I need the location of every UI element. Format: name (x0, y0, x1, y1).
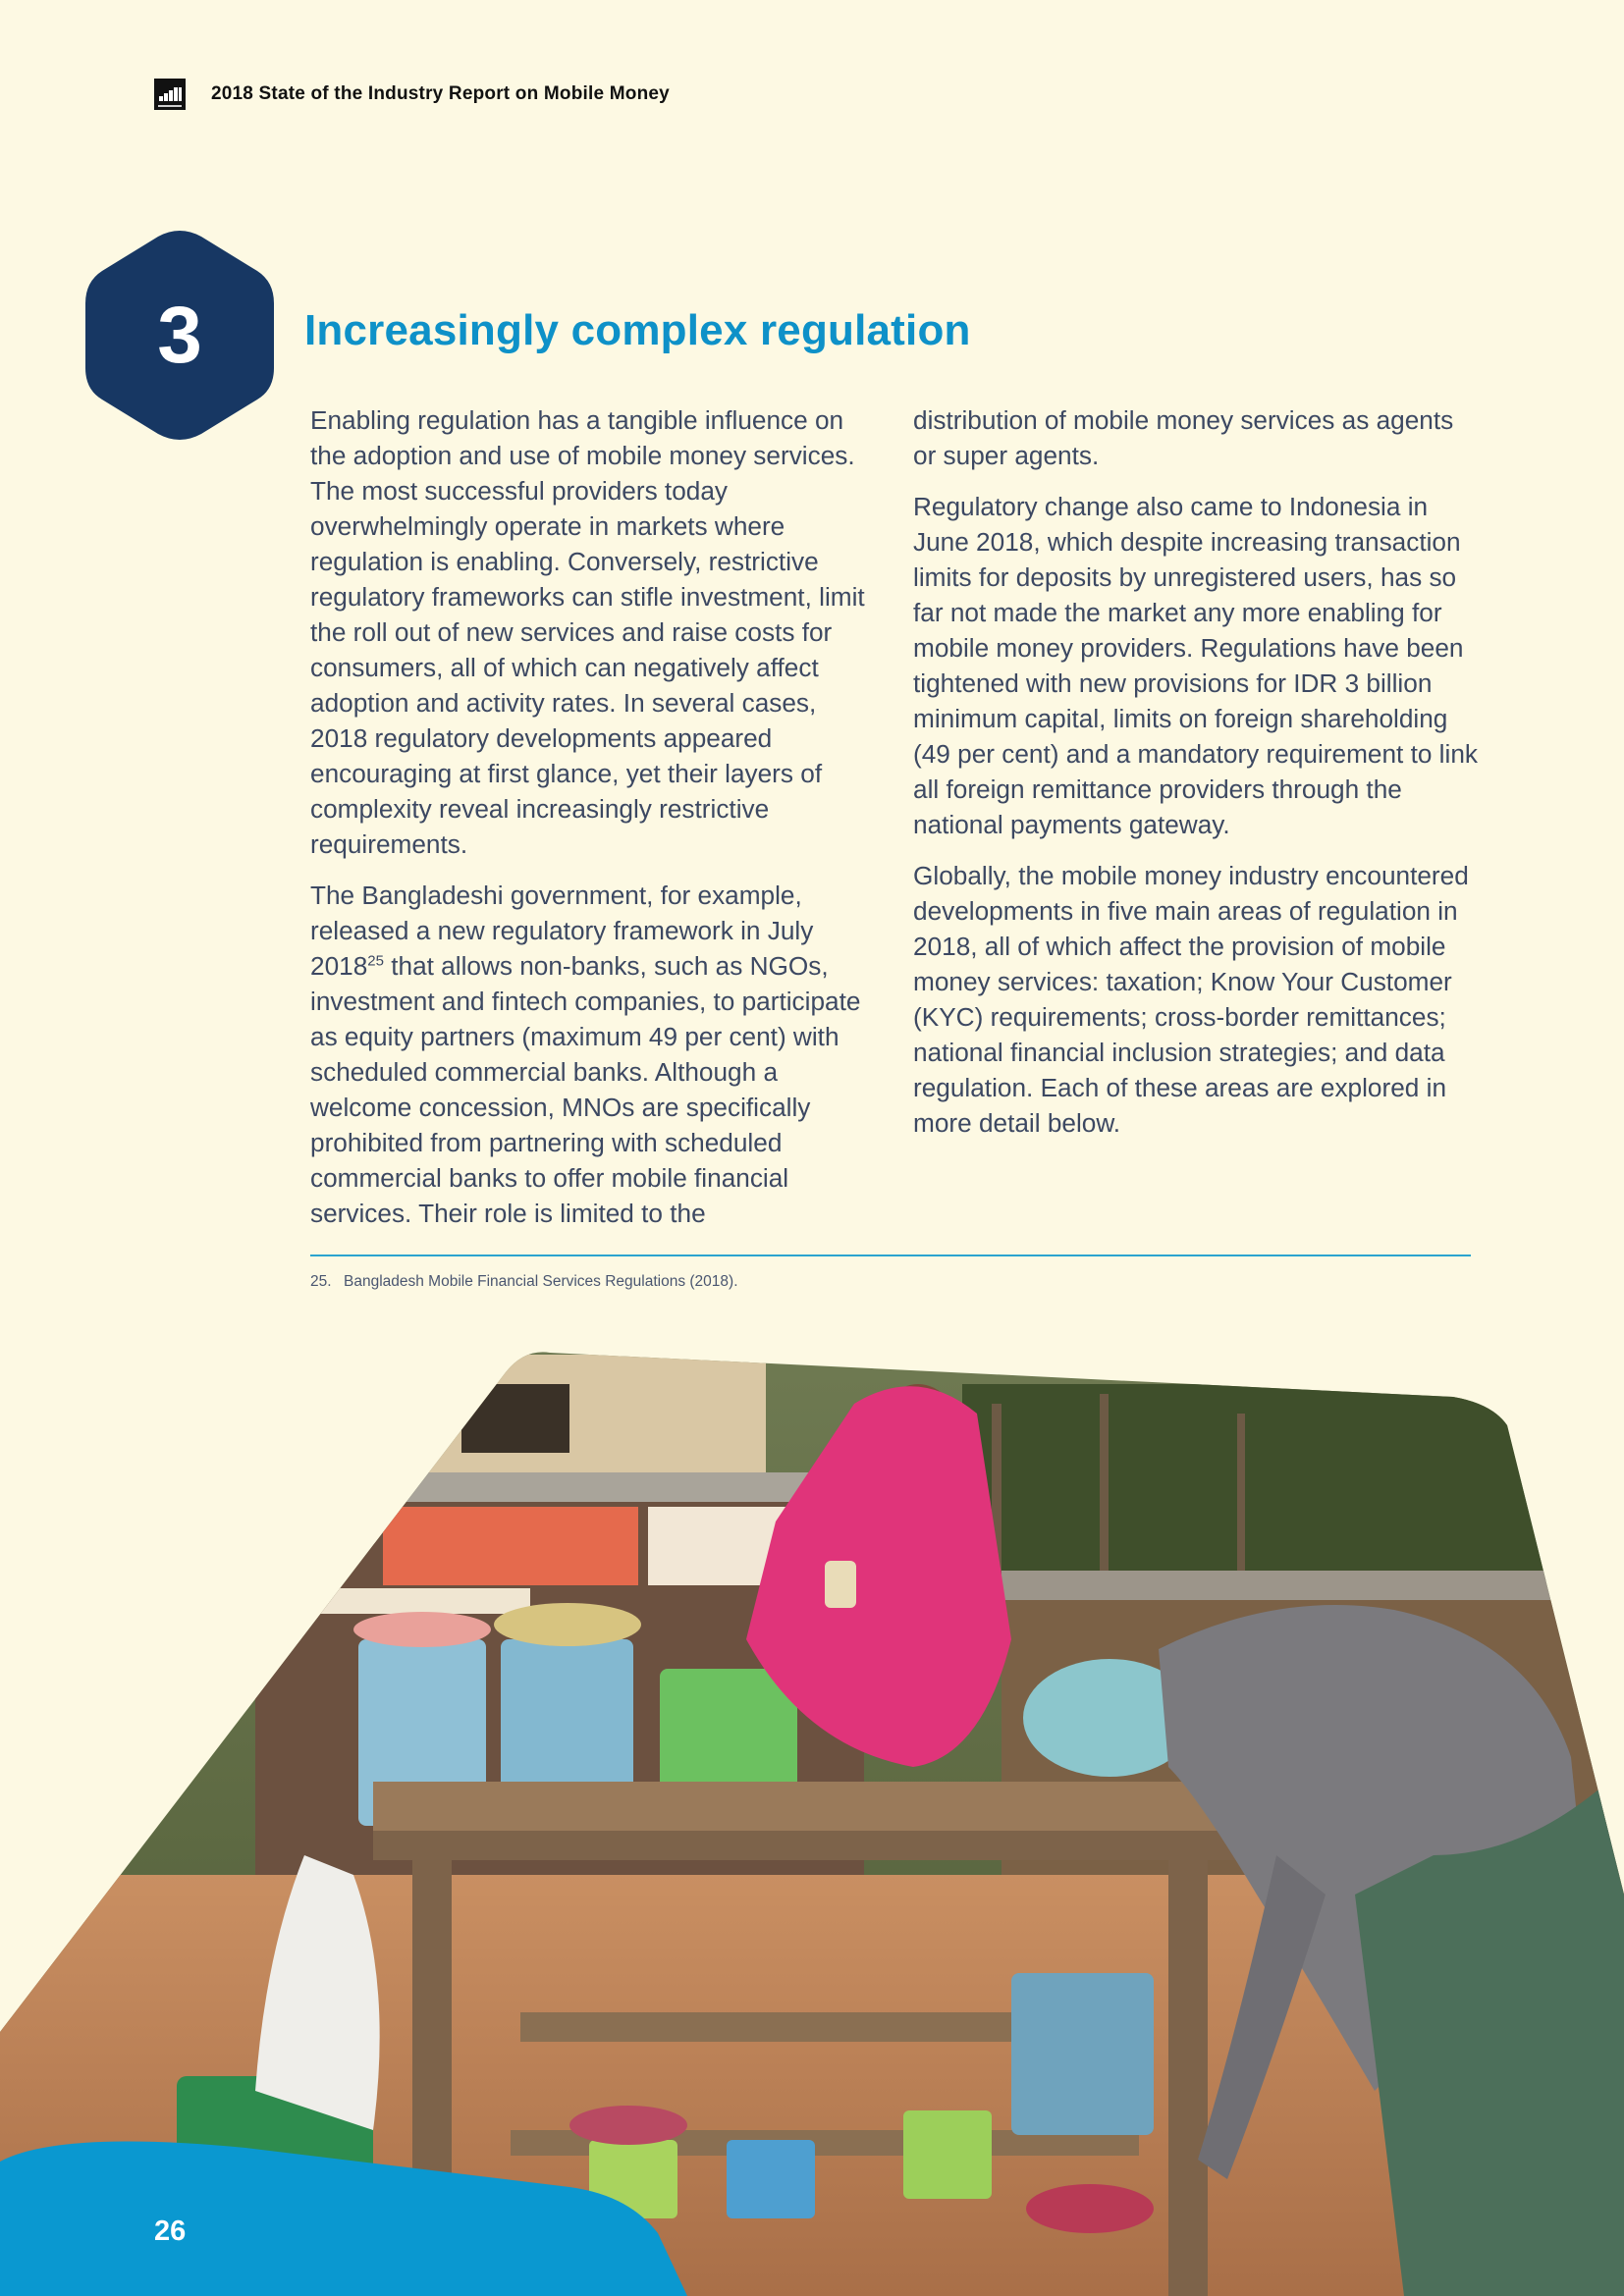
paragraph: The Bangladeshi government, for example, released a new regulatory framework in July 2018$^{25}$ that allows non-banks, such as NGOs, investment and fintech companies, to participate as equity partners (maximum 49 per cent) with scheduled commercial banks. Although a welcome concession, MNOs are specifically prohibited from partnering with scheduled commercial banks to offer mobile financial services. Their role is limited to the (310, 881, 861, 1228)
footnote-reference[interactable]: 25 (367, 952, 384, 970)
body-column-right (913, 402, 1478, 1156)
paragraph: Regulatory change also came to Indonesia in June 2018, which despite increasing transaction limits for deposits by unregistered users, has so far not made the market any more enabling for mobile money providers. Regulations have been tightened with new provisions for IDR 3 billion minimum capital, limits on foreign shareholding (49 per cent) and a mandatory requirement to link all foreign remittance providers through the national payments gateway. (913, 492, 1478, 839)
section-number: 3 (157, 290, 202, 380)
page-number: 26 (154, 2216, 187, 2247)
report-title: 2018 State of the Industry Report on Mobile Money (211, 83, 670, 104)
section-title: Increasingly complex regulation (304, 306, 971, 354)
gsma-logo-icon (154, 79, 186, 110)
footnote-number: 25. (310, 1273, 332, 1290)
market-photo (0, 1345, 1624, 2296)
paragraph: Globally, the mobile money industry encountered developments in five main areas of regulation in 2018, all of which affect the provision of mobile money services: taxation; Know Your Customer (KYC) requirements; cross-border remittances; national financial inclusion strategies; and data regulation. Each of these areas are explored in more detail below. (913, 861, 1469, 1138)
body-column-left (310, 402, 865, 1247)
paragraph: distribution of mobile money services as agents or super agents. (913, 405, 1454, 470)
footnote-divider (310, 1255, 1471, 1256)
paragraph: Enabling regulation has a tangible influence on the adoption and use of mobile money services. The most successful providers today overwhelmingly operate in markets where regulation is enabling. Conversely, restrictive regulatory frameworks can stifle investment, limit the roll out of new services and raise costs for consumers, all of which can negatively affect adoption and activity rates. In several cases, 2018 regulatory developments appeared encouraging at first glance, yet their layers of complexity reveal increasingly restrictive requirements. (310, 405, 865, 859)
footnote-text: Bangladesh Mobile Financial Services Regulations (2018). (344, 1273, 738, 1290)
report-header (154, 79, 670, 110)
footnote (310, 1273, 738, 1291)
